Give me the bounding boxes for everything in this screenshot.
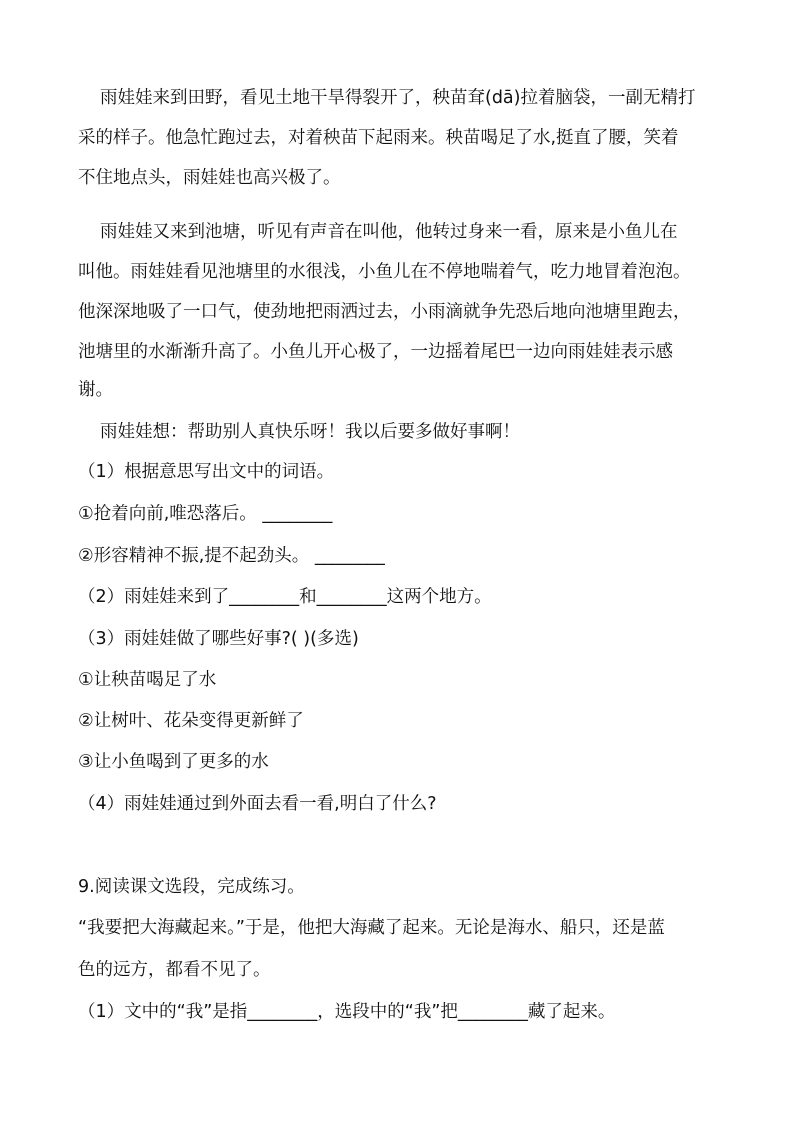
section-9-question-1: （1）文中的“我”是指________，选段中的“我”把________藏了起来。 [78,1002,616,1022]
passage1-line: 他深深地吸了一口气，使劲地把雨洒过去，小雨滴就争先恐后地向池塘里跑去， [78,302,691,322]
passage1-line: 采的样子。他急忙跑过去，对着秧苗下起雨来。秧苗喝足了水,挺直了腰，笑着 [78,128,679,148]
question-3: （3）雨娃娃做了哪些好事?( )(多选) [78,629,359,649]
question-1-item-b: ②形容精神不振,提不起劲头。 ________ [78,546,385,566]
section-9-passage-line: 色的远方，都看不见了。 [78,960,271,980]
section-9-passage-line: “我要把大海藏起来。”于是，他把大海藏了起来。无论是海水、船只，还是蓝 [78,918,665,938]
passage1-line: 池塘里的水渐渐升高了。小鱼儿开心极了，一边摇着尾巴一边向雨娃娃表示感 [78,342,673,362]
question-3-option-a: ①让秧苗喝足了水 [78,670,217,690]
passage1-line: 雨娃娃又来到池塘，听见有声音在叫他，他转过身来一看，原来是小鱼儿在 [100,222,678,242]
question-3-option-b: ②让树叶、花朵变得更新鲜了 [78,711,304,731]
passage1-line: 雨娃娃想：帮助别人真快乐呀！我以后要多做好事啊！ [100,422,520,442]
passage1-line: 不住地点头，雨娃娃也高兴极了。 [78,168,341,188]
question-3-option-c: ③让小鱼喝到了更多的水 [78,752,269,772]
question-4: （4）雨娃娃通过到外面去看一看,明白了什么? [78,794,437,814]
question-2: （2）雨娃娃来到了________和________这两个地方。 [78,587,492,607]
passage1-line: 谢。 [78,380,113,400]
passage1-line: 叫他。雨娃娃看见池塘里的水很浅，小鱼儿在不停地喘着气，吃力地冒着泡泡。 [78,262,691,282]
question-1-item-a: ①抢着向前,唯恐落后。 ________ [78,504,333,524]
question-1: （1）根据意思写出文中的词语。 [78,462,335,482]
passage1-line: 雨娃娃来到田野，看见土地干旱得裂开了，秧苗耷(dā)拉着脑袋，一副无精打 [100,88,696,108]
section-9-heading: 9.阅读课文选段，完成练习。 [78,877,305,897]
